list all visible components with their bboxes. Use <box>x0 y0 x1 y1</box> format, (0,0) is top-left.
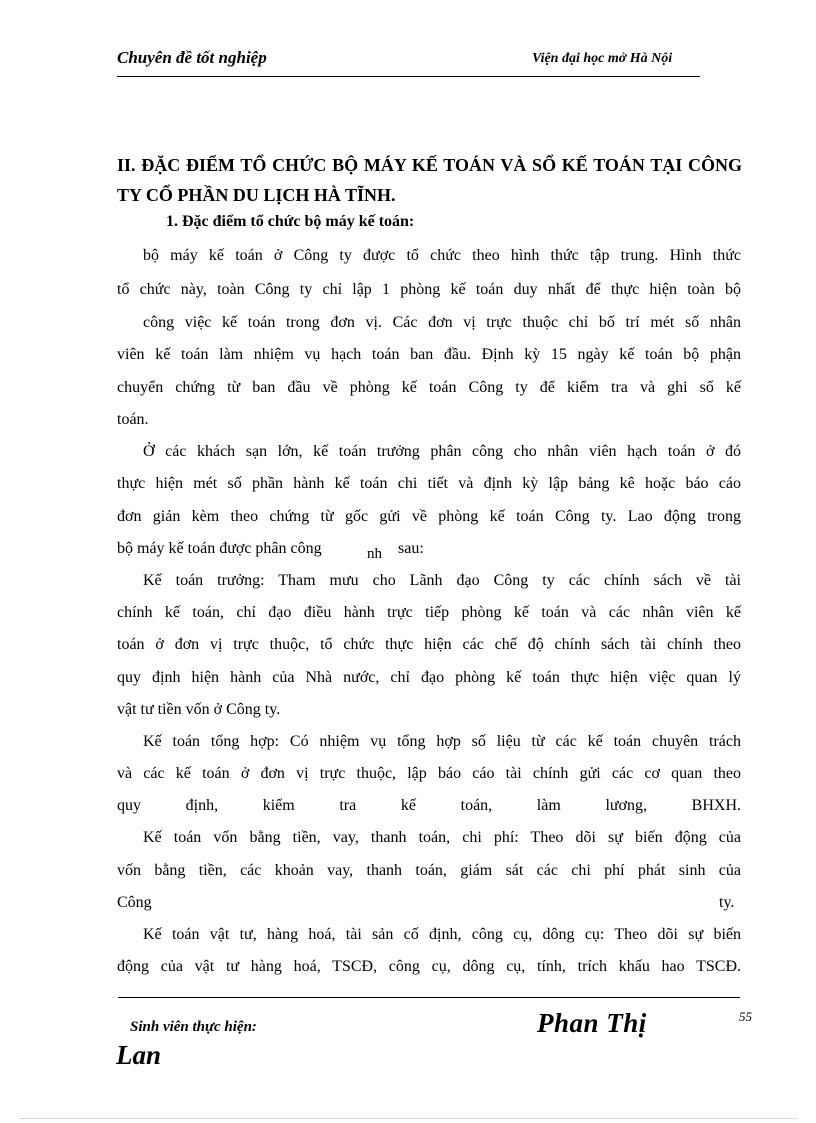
section-title: II. ĐẶC ĐIỂM TỔ CHỨC BỘ MÁY KẾ TOÁN VÀ SỔ KẾ TOÁN TẠI CÔNG TY CỔ PHẦN DU LỊCH HÀ TĨNH. <box>117 155 742 205</box>
text-fragment: nh <box>367 546 382 562</box>
text-line: quy định, kiểm tra kế toán, làm lương, BHXH. <box>117 797 741 814</box>
text-line: đơn giản kèm theo chứng từ gốc gửi về phòng kế toán Công ty. Lao động trong <box>117 508 741 525</box>
page-number: 55 <box>739 1009 752 1024</box>
text-line: vốn bằng tiền, các khoản vay, thanh toán, giám sát các chi phí phát sinh của <box>117 862 741 879</box>
text-fragment: sau: <box>398 540 424 557</box>
author-label: Sinh viên thực hiện: <box>130 1019 257 1035</box>
header-institution: Viện đại học mở Hà Nội <box>532 51 673 66</box>
text-line: thực hiện mét số phần hành kế toán chi tiết và định kỳ lập bảng kê hoặc báo cáo <box>117 475 741 492</box>
subsection-title: 1. Đặc điểm tổ chức bộ máy kế toán: <box>166 213 415 230</box>
header-divider <box>117 76 700 77</box>
text-line: quy định hiện hành của Nhà nước, chỉ đạo phòng kế toán thực hiện việc quan lý <box>117 669 741 686</box>
text-line: Công <box>117 894 152 911</box>
page-bottom-dotted-border <box>20 1118 796 1119</box>
author-name-continued: Lan <box>116 1040 162 1070</box>
text-line: tổ chức này, toàn Công ty chỉ lập 1 phòng kế toán duy nhất để thực hiện toàn bộ <box>117 281 741 298</box>
text-line: động của vật tư hàng hoá, TSCĐ, công cụ, dông cụ, tính, trích khấu hao TSCĐ. <box>117 958 741 975</box>
footer-divider <box>118 997 740 998</box>
text-line: Kế toán trưởng: Tham mưu cho Lãnh đạo Công ty các chính sách về tài <box>143 572 741 589</box>
text-line: viên kế toán làm nhiệm vụ hạch toán ban đầu. Định kỳ 15 ngày kế toán bộ phận <box>117 346 741 363</box>
text-line: bộ máy kế toán được phân công <box>117 540 322 557</box>
text-line: toán ở đơn vị trực thuộc, tổ chức thực hiện các chế độ chính sách tài chính theo <box>117 636 741 653</box>
text-line: Kế toán vật tư, hàng hoá, tài sản cố định, công cụ, dông cụ: Theo dõi sự biến <box>143 926 741 943</box>
text-line: bộ máy kế toán ở Công ty được tổ chức theo hình thức tập trung. Hình thức <box>143 247 741 264</box>
text-line: Kế toán tổng hợp: Có nhiệm vụ tổng hợp số liệu từ các kế toán chuyên trách <box>143 733 741 750</box>
text-line: Ở các khách sạn lớn, kế toán trưởng phân công cho nhân viên hạch toán ở đó <box>143 443 741 460</box>
author-name: Phan Thị <box>537 1008 647 1038</box>
text-line: Kế toán vốn bằng tiền, vay, thanh toán, chi phí: Theo dõi sự biến động của <box>143 829 741 846</box>
text-line: chuyển chứng từ ban đầu về phòng kế toán Công ty để kiểm tra và ghi sổ kế <box>117 379 741 396</box>
header-document-title: Chuyên đề tốt nghiệp <box>117 48 267 67</box>
text-line: công việc kế toán trong đơn vị. Các đơn vị trực thuộc chỉ bố trí mét số nhân <box>143 314 741 331</box>
text-line: và các kế toán ở đơn vị trực thuộc, lập báo cáo tài chính gửi các cơ quan theo <box>117 765 741 782</box>
text-line: vật tư tiền vốn ở Công ty. <box>117 701 281 718</box>
text-line: chính kế toán, chỉ đạo điều hành trực tiếp phòng kế toán và các nhân viên kế <box>117 604 741 621</box>
text-line: toán. <box>117 411 149 428</box>
text-fragment: ty. <box>719 894 735 911</box>
